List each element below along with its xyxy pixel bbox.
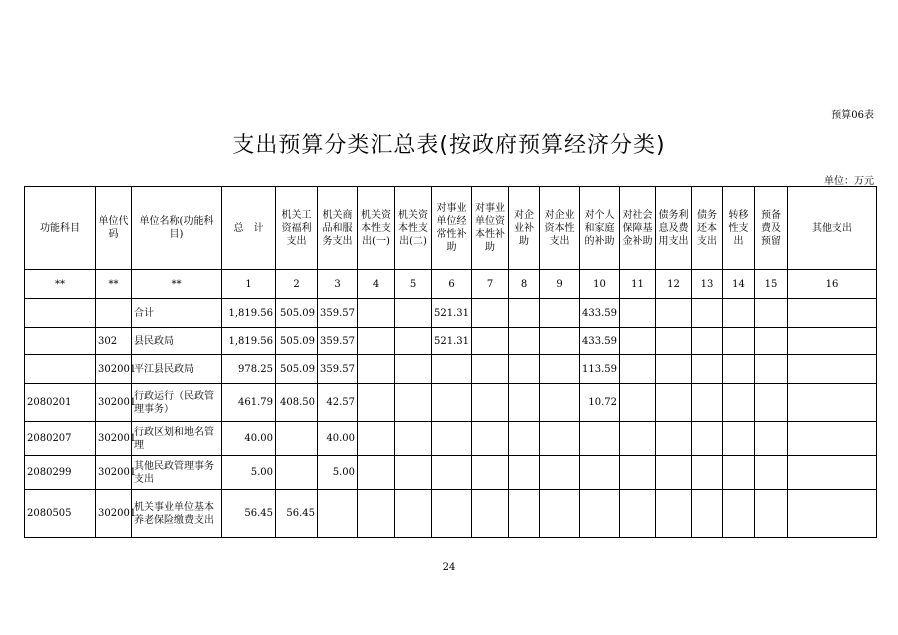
table-row: [25, 355, 877, 384]
amount-cell: [432, 355, 472, 384]
table-row: [25, 328, 877, 355]
unit-name-cell: 合计: [132, 299, 222, 328]
unit-label: 单位：万元: [824, 176, 874, 187]
amount-cell: [755, 355, 788, 384]
column-index-cell: 16: [788, 270, 877, 299]
column-header: 机关资本性支出(一): [358, 187, 395, 270]
amount-cell: 978.25: [222, 355, 276, 384]
amount-cell: [788, 422, 877, 456]
amount-cell: [472, 490, 509, 538]
amount-cell: [540, 328, 580, 355]
column-index-cell: 11: [620, 270, 656, 299]
amount-cell: [472, 355, 509, 384]
function-code-cell: 2080201: [25, 384, 96, 422]
amount-cell: 433.59: [580, 328, 620, 355]
amount-cell: [656, 490, 692, 538]
function-code-cell: [25, 299, 96, 328]
amount-cell: [620, 355, 656, 384]
column-index-cell: 4: [358, 270, 395, 299]
unit-name-cell: 县民政局: [132, 328, 222, 355]
column-index-cell: 3: [318, 270, 358, 299]
column-index-cell: 10: [580, 270, 620, 299]
amount-cell: [692, 328, 723, 355]
amount-cell: 461.79: [222, 384, 276, 422]
unit-code-cell: 302001: [96, 384, 132, 422]
amount-cell: [358, 355, 395, 384]
amount-cell: [509, 456, 540, 490]
amount-cell: 359.57: [318, 328, 358, 355]
amount-cell: [472, 328, 509, 355]
amount-cell: [692, 299, 723, 328]
amount-cell: [472, 456, 509, 490]
amount-cell: [395, 299, 432, 328]
column-header: 债务利息及费用支出: [656, 187, 692, 270]
unit-code-cell: 302001: [96, 456, 132, 490]
amount-cell: [395, 490, 432, 538]
amount-cell: [358, 299, 395, 328]
amount-cell: [620, 299, 656, 328]
column-header: 机关商品和服务支出: [318, 187, 358, 270]
page-number: 24: [442, 562, 456, 573]
column-index-cell: 8: [509, 270, 540, 299]
amount-cell: [692, 355, 723, 384]
amount-cell: [692, 490, 723, 538]
amount-cell: [276, 456, 318, 490]
amount-cell: [395, 384, 432, 422]
table-row: [25, 490, 877, 538]
column-index-cell: 7: [472, 270, 509, 299]
amount-cell: [472, 384, 509, 422]
amount-cell: [692, 422, 723, 456]
amount-cell: 56.45: [222, 490, 276, 538]
column-header: 对事业单位资本性补助: [472, 187, 509, 270]
table-row: [25, 422, 877, 456]
column-header: 对社会保障基金补助: [620, 187, 656, 270]
amount-cell: [755, 456, 788, 490]
column-header: 转移性支出: [723, 187, 755, 270]
amount-cell: 505.09: [276, 328, 318, 355]
amount-cell: [723, 299, 755, 328]
unit-code-cell: 302: [96, 328, 132, 355]
amount-cell: [656, 299, 692, 328]
column-header: 对个人和家庭的补助: [580, 187, 620, 270]
column-index-cell: 5: [395, 270, 432, 299]
amount-cell: 42.57: [318, 384, 358, 422]
amount-cell: 1,819.56: [222, 328, 276, 355]
amount-cell: [723, 355, 755, 384]
column-header: 对企业补助: [509, 187, 540, 270]
amount-cell: [788, 456, 877, 490]
amount-cell: [656, 328, 692, 355]
amount-cell: 113.59: [580, 355, 620, 384]
amount-cell: [540, 384, 580, 422]
amount-cell: [509, 299, 540, 328]
column-index-cell: **: [132, 270, 222, 299]
page-title: 支出预算分类汇总表(按政府预算经济分类): [232, 133, 666, 158]
amount-cell: [580, 490, 620, 538]
amount-cell: 5.00: [222, 456, 276, 490]
table-row: [25, 384, 877, 422]
amount-cell: [358, 422, 395, 456]
amount-cell: [755, 490, 788, 538]
function-code-cell: [25, 355, 96, 384]
amount-cell: [755, 299, 788, 328]
amount-cell: [692, 384, 723, 422]
function-code-cell: [25, 328, 96, 355]
amount-cell: 505.09: [276, 299, 318, 328]
amount-cell: [432, 490, 472, 538]
unit-code-cell: 302001: [96, 490, 132, 538]
unit-name-cell: 平江县民政局: [132, 355, 222, 384]
column-header: 单位名称(功能科目): [132, 187, 222, 270]
amount-cell: [395, 355, 432, 384]
amount-cell: [432, 456, 472, 490]
column-header: 机关资本性支出(二): [395, 187, 432, 270]
table-row: [25, 299, 877, 328]
amount-cell: [620, 384, 656, 422]
amount-cell: [395, 422, 432, 456]
column-header: 对事业单位经常性补助: [432, 187, 472, 270]
amount-cell: [472, 422, 509, 456]
amount-cell: [656, 456, 692, 490]
amount-cell: [755, 384, 788, 422]
column-header: 功能科目: [25, 187, 96, 270]
header-row: [25, 187, 877, 270]
table-row: [25, 456, 877, 490]
column-index-cell: **: [96, 270, 132, 299]
amount-cell: [656, 422, 692, 456]
column-index-cell: 13: [692, 270, 723, 299]
amount-cell: [472, 299, 509, 328]
amount-cell: [723, 422, 755, 456]
amount-cell: 408.50: [276, 384, 318, 422]
amount-cell: [432, 422, 472, 456]
amount-cell: [692, 456, 723, 490]
column-header: 机关工资福利支出: [276, 187, 318, 270]
amount-cell: [395, 456, 432, 490]
amount-cell: [755, 422, 788, 456]
amount-cell: [540, 299, 580, 328]
amount-cell: [723, 490, 755, 538]
column-header: 债务还本支出: [692, 187, 723, 270]
amount-cell: [620, 490, 656, 538]
amount-cell: [723, 384, 755, 422]
amount-cell: [788, 384, 877, 422]
function-code-cell: 2080505: [25, 490, 96, 538]
amount-cell: [620, 456, 656, 490]
amount-cell: [432, 384, 472, 422]
amount-cell: [358, 490, 395, 538]
column-header: 单位代码: [96, 187, 132, 270]
amount-cell: [509, 422, 540, 456]
amount-cell: 359.57: [318, 299, 358, 328]
column-index-cell: 9: [540, 270, 580, 299]
amount-cell: [656, 384, 692, 422]
column-index-row: [25, 270, 877, 299]
unit-code-cell: [96, 299, 132, 328]
amount-cell: [276, 422, 318, 456]
function-code-cell: 2080207: [25, 422, 96, 456]
column-index-cell: 1: [222, 270, 276, 299]
amount-cell: [788, 355, 877, 384]
amount-cell: 521.31: [432, 299, 472, 328]
amount-cell: [788, 299, 877, 328]
amount-cell: 359.57: [318, 355, 358, 384]
amount-cell: 433.59: [580, 299, 620, 328]
amount-cell: [509, 355, 540, 384]
amount-cell: [580, 422, 620, 456]
column-index-cell: 2: [276, 270, 318, 299]
amount-cell: [540, 355, 580, 384]
amount-cell: 521.31: [432, 328, 472, 355]
amount-cell: 505.09: [276, 355, 318, 384]
amount-cell: [509, 384, 540, 422]
amount-cell: [358, 384, 395, 422]
amount-cell: [620, 328, 656, 355]
amount-cell: [358, 456, 395, 490]
unit-code-cell: 302001: [96, 355, 132, 384]
form-number: 预算06表: [831, 110, 874, 121]
amount-cell: [509, 328, 540, 355]
amount-cell: [358, 328, 395, 355]
amount-cell: 5.00: [318, 456, 358, 490]
amount-cell: [509, 490, 540, 538]
amount-cell: [540, 490, 580, 538]
column-header: 其他支出: [788, 187, 877, 270]
unit-name-cell: 行政区划和地名管理: [132, 422, 222, 456]
function-code-cell: 2080299: [25, 456, 96, 490]
column-header: 预备费及预留: [755, 187, 788, 270]
amount-cell: [656, 355, 692, 384]
column-header: 对企业资本性支出: [540, 187, 580, 270]
amount-cell: 56.45: [276, 490, 318, 538]
amount-cell: [580, 456, 620, 490]
column-index-cell: 6: [432, 270, 472, 299]
column-index-cell: 15: [755, 270, 788, 299]
amount-cell: [540, 422, 580, 456]
amount-cell: [620, 422, 656, 456]
amount-cell: 40.00: [222, 422, 276, 456]
column-header: 总 计: [222, 187, 276, 270]
amount-cell: 40.00: [318, 422, 358, 456]
amount-cell: 1,819.56: [222, 299, 276, 328]
amount-cell: [788, 328, 877, 355]
unit-name-cell: 机关事业单位基本养老保险缴费支出: [132, 490, 222, 538]
unit-name-cell: 其他民政管理事务支出: [132, 456, 222, 490]
amount-cell: [788, 490, 877, 538]
column-index-cell: **: [25, 270, 96, 299]
amount-cell: [540, 456, 580, 490]
amount-cell: [395, 328, 432, 355]
amount-cell: 10.72: [580, 384, 620, 422]
unit-code-cell: 302001: [96, 422, 132, 456]
unit-name-cell: 行政运行（民政管理事务）: [132, 384, 222, 422]
column-index-cell: 14: [723, 270, 755, 299]
amount-cell: [723, 456, 755, 490]
column-index-cell: 12: [656, 270, 692, 299]
amount-cell: [755, 328, 788, 355]
amount-cell: [723, 328, 755, 355]
budget-table: [24, 186, 877, 538]
amount-cell: [318, 490, 358, 538]
